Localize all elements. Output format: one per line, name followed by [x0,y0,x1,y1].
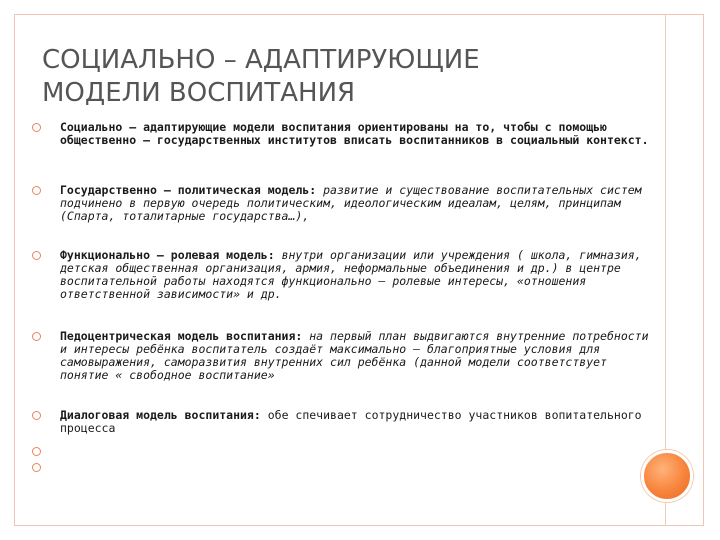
bullet-lead: Диалоговая модель воспитания: [60,408,261,422]
bullet-circle-icon [32,186,41,195]
bullet-circle-icon [32,447,41,456]
bullet-circle-icon [32,123,41,132]
bullet-body: обе спечивает сотрудничество участников вопитательного процесса [60,408,642,435]
bullet-circle-icon [32,251,41,260]
slide-title [42,44,622,110]
bullet-circle-icon [32,411,41,420]
bullet-circle-icon [32,332,41,341]
title-line-2: МОДЕЛИ ВОСПИТАНИЯ [42,78,356,108]
bullet-text [60,249,660,301]
bullet-body: на первый план выдвигаются внутренние потребности и интересы ребёнка воспитатель создаёт максимально – благоприятные условия для самовыражения, саморазвития внутренних сил ребёнка (данной модели соответствует понятие « свободное воспитание» [60,329,649,382]
decorative-orange-circle [641,450,693,502]
bullet-text [60,184,660,223]
bullet-lead: Педоцентрическая модель воспитания: [60,329,303,343]
bullet-body: развитие и существование воспитательных систем подчинено в первую очередь политическим, идеологическим идеалам, целям, принципам (Спарта, тоталитарные государства…), [60,183,642,223]
bullet-lead: Социально – адаптирующие модели воспитания ориентированы на то, чтобы с помощью общественно – государственных институтов вписать воспитанников в социальный контекст. [60,120,649,147]
bullet-body: внутри организации или учреждения ( школа, гимназия, детская общественная организация, армия, неформальные объединения и др.) в центре воспитательной работы находятся функционально – ролевые интересы, «отношения ответственной зависимости» и др. [60,248,642,301]
bullet-text [60,330,660,382]
title-line-1: СОЦИАЛЬНО – АДАПТИРУЮЩИЕ [42,45,480,75]
bullet-lead: Государственно – политическая модель: [60,183,317,197]
bullet-lead: Функционально – ролевая модель: [60,248,275,262]
bullet-text [60,409,660,435]
bullet-circle-icon [32,463,41,472]
bullet-text [60,121,660,147]
